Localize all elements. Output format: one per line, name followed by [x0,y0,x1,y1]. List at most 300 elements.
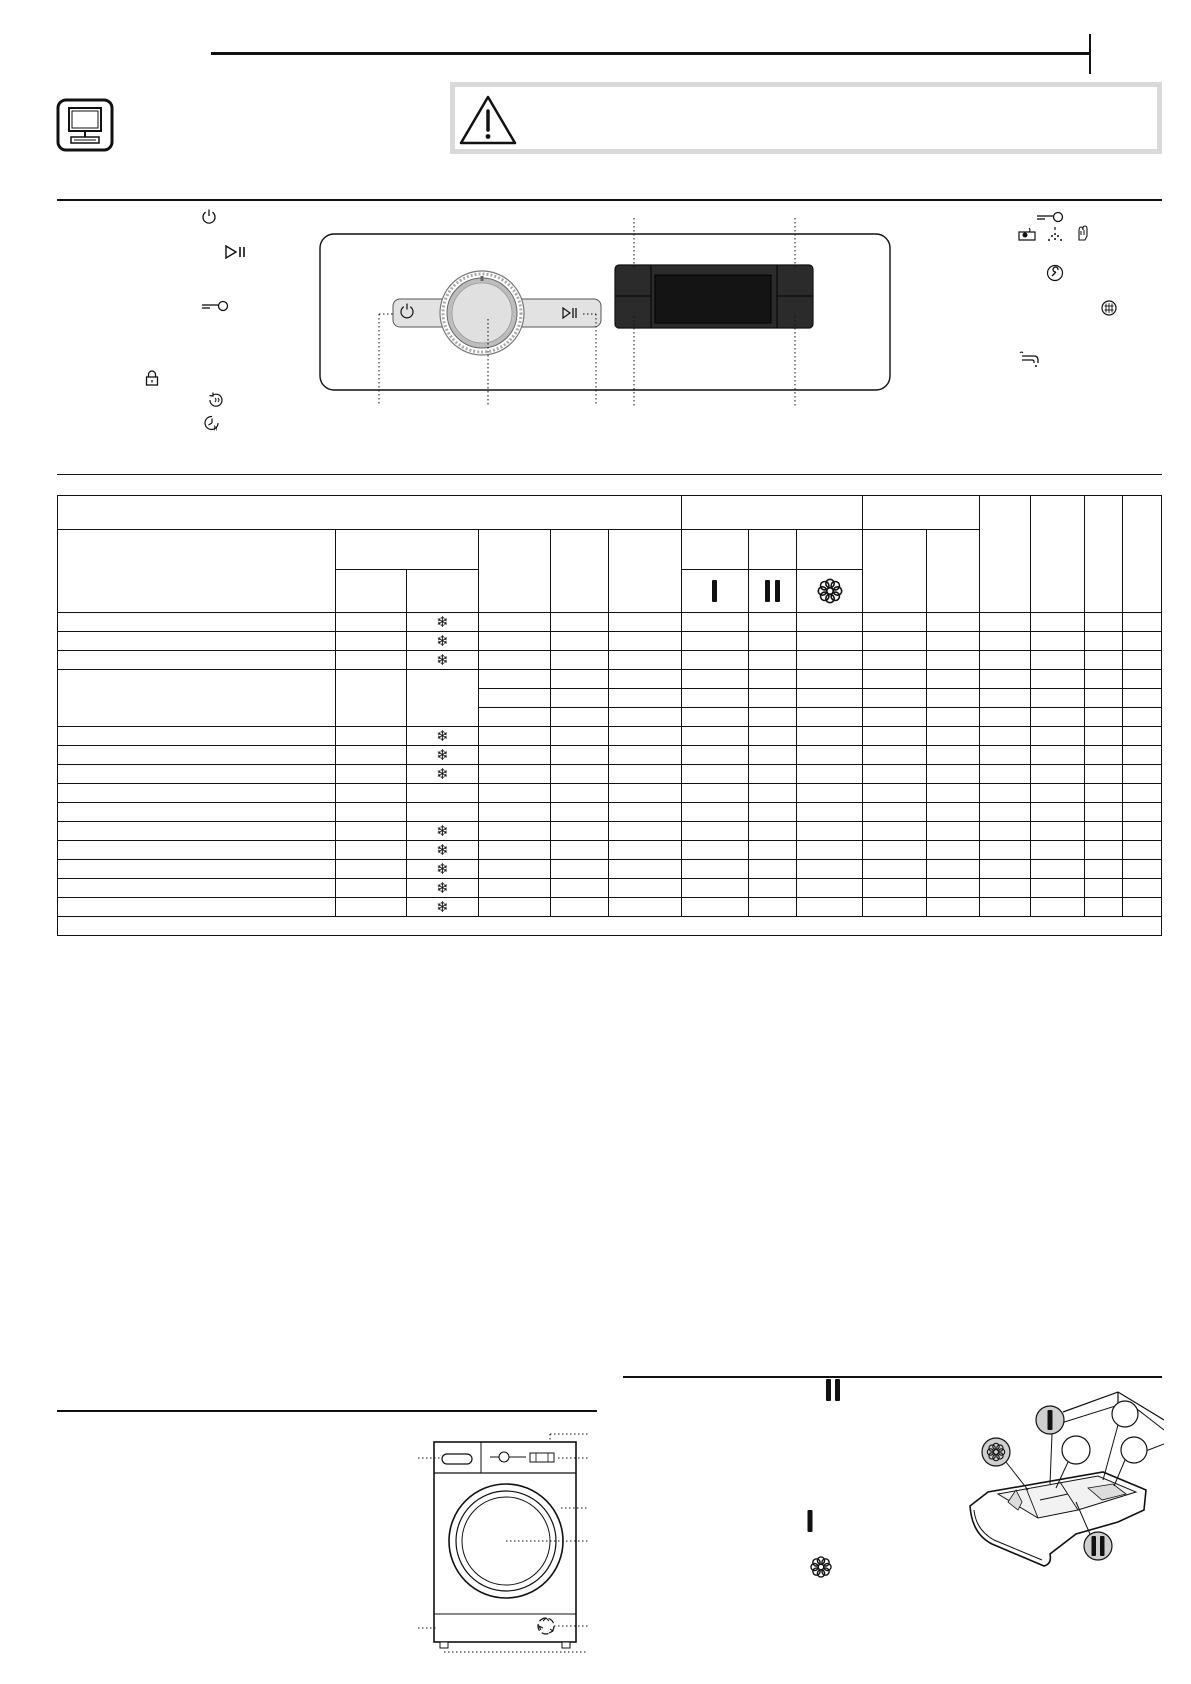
table-cell [1084,822,1122,841]
table-cell [748,860,796,879]
glove-icon [1075,224,1091,242]
table-row [58,746,1162,765]
table-header-col-4 [479,530,551,613]
table-cell [479,746,551,765]
table-row [58,670,1162,689]
table-header-col-10 [863,530,927,613]
table-cell [927,879,980,898]
table-cell [479,670,551,689]
table-cell [551,651,609,670]
flower-icon [816,577,844,605]
table-cell [1030,898,1084,917]
table-cell [748,689,796,708]
table-cell [1084,765,1122,784]
table-cell-snowflake: ❄ [406,727,478,746]
monitor-icon [56,98,114,152]
table-cell [980,651,1030,670]
table-cell [980,898,1030,917]
table-cell [1084,670,1122,689]
table-cell [479,632,551,651]
table-cell-snowflake: ❄ [406,765,478,784]
delay-clock-icon [203,414,221,432]
table-cell [1030,613,1084,632]
key-lock-icon [200,299,230,313]
table-cell [980,822,1030,841]
table-cell [980,670,1030,689]
table-cell [927,613,980,632]
table-cell [1122,632,1161,651]
table-cell-name [58,879,336,898]
table-cell [863,727,927,746]
table-cell [1122,727,1161,746]
table-cell-name [58,651,336,670]
table-cell [796,708,862,727]
table-cell [796,727,862,746]
table-cell [796,803,862,822]
table-cell [980,784,1030,803]
table-cell [479,860,551,879]
table-cell [980,841,1030,860]
table-row [58,765,1162,784]
table-cell [796,784,862,803]
table-cell [863,613,927,632]
table-cell [479,765,551,784]
table-cell [551,784,609,803]
table-cell [748,822,796,841]
table-cell-name [58,746,336,765]
program-table [57,495,1162,936]
table-cell [863,898,927,917]
table-cell-name [58,860,336,879]
table-row [58,727,1162,746]
table-header-softener-cell [796,530,862,570]
table-cell-snowflake: ❄ [406,651,478,670]
table-cell [1084,898,1122,917]
warning-box [450,82,1162,154]
table-cell [1030,765,1084,784]
table-cell [927,746,980,765]
table-cell [681,746,748,765]
table-cell [748,765,796,784]
table-header-mainwash-cell [748,530,796,570]
table-cell [609,803,681,822]
table-cell [1122,765,1161,784]
table-cell-name [58,765,336,784]
table-cell [1030,784,1084,803]
table-header-program [58,496,682,530]
table-row [58,841,1162,860]
table-cell [335,784,406,803]
table-cell [980,727,1030,746]
table-cell [1122,860,1161,879]
table-cell-name [58,841,336,860]
table-cell [1122,803,1161,822]
table-cell [796,898,862,917]
table-cell [1122,708,1161,727]
table-cell [1122,898,1161,917]
table-cell [1030,803,1084,822]
table-cell [479,613,551,632]
mainwash-ii-icon-large [825,1379,841,1401]
table-cell [681,632,748,651]
table-cell [551,898,609,917]
table-cell [1084,841,1122,860]
table-cell [681,727,748,746]
table-cell [796,841,862,860]
table-cell [863,822,927,841]
table-cell [1030,651,1084,670]
table-cell [681,784,748,803]
table-cell [479,689,551,708]
table-cell [335,632,406,651]
table-cell [1122,879,1161,898]
table-cell [927,632,980,651]
table-cell [863,708,927,727]
table-row [58,898,1162,917]
table-cell [681,898,748,917]
table-cell [748,879,796,898]
tap-water-icon [1018,350,1042,368]
table-cell [980,803,1030,822]
table-cell [335,898,406,917]
table-cell [681,613,748,632]
table-cell [1030,708,1084,727]
table-cell [1084,708,1122,727]
table-row [58,784,1162,803]
table-cell [551,670,609,689]
table-cell [479,879,551,898]
table-cell [609,746,681,765]
table-cell [927,708,980,727]
table-cell [1122,841,1161,860]
table-cell [551,860,609,879]
table-cell [748,632,796,651]
table-cell [927,860,980,879]
table-cell [863,841,927,860]
table-cell-name [58,803,336,822]
callout-softener [982,1438,1028,1490]
table-prewash-symbol-cell [681,570,748,613]
table-header-col-14 [1084,496,1122,613]
table-cell [748,898,796,917]
table-cell-snowflake: ❄ [406,860,478,879]
table-footer-cell [58,917,1162,936]
table-cell [796,746,862,765]
table-cell [335,670,406,727]
table-cell [748,708,796,727]
table-cell [796,822,862,841]
table-cell [748,803,796,822]
table-cell-snowflake: ❄ [406,841,478,860]
table-header-col-11 [927,530,980,613]
top-rule-tick [1089,34,1091,74]
table-cell [927,898,980,917]
table-cell [863,746,927,765]
table-cell [1030,689,1084,708]
table-cell [927,841,980,860]
table-cell [609,727,681,746]
table-cell [609,879,681,898]
table-cell [1084,860,1122,879]
table-cell [927,784,980,803]
table-cell [609,632,681,651]
table-cell [609,841,681,860]
service-wrench-icon [1046,264,1064,282]
table-cell [609,708,681,727]
table-cell [479,803,551,822]
table-row [58,613,1162,632]
prewash-i-icon-large [806,1510,814,1532]
table-cell [1122,651,1161,670]
table-cell [980,613,1030,632]
table-cell [1030,727,1084,746]
table-cell [681,803,748,822]
table-cell [609,822,681,841]
table-cell-snowflake: ❄ [406,898,478,917]
table-cell [551,746,609,765]
table-cell [796,689,862,708]
table-cell [335,765,406,784]
table-cell [1122,670,1161,689]
table-cell [1122,784,1161,803]
table-cell [551,632,609,651]
table-cell [1084,727,1122,746]
table-cell [681,841,748,860]
table-cell [1084,803,1122,822]
table-cell [1084,879,1122,898]
table-cell-name [58,898,336,917]
table-cell [863,651,927,670]
table-cell [927,803,980,822]
table-header-col-5 [551,530,609,613]
table-cell [551,689,609,708]
table-cell [796,879,862,898]
table-cell [796,632,862,651]
table-cell [479,784,551,803]
program-dial-icon [440,271,524,355]
basin-stain-icon [1017,226,1037,242]
table-cell [1030,670,1084,689]
table-header-group [863,496,980,530]
table-cell [551,613,609,632]
table-cell [927,689,980,708]
table-cell [863,632,927,651]
table-cell [551,879,609,898]
table-cell [551,727,609,746]
table-cell [980,689,1030,708]
table-cell [980,860,1030,879]
table-cell [681,822,748,841]
table-cell [479,727,551,746]
table-cell [479,898,551,917]
section-rule-table [57,474,1162,475]
display-screen-icon [615,265,813,328]
table-cell [927,727,980,746]
padlock-icon [145,370,159,386]
table-cell-name [58,784,336,803]
table-mainwash-symbol-cell [748,570,796,613]
table-cell [748,727,796,746]
table-cell [479,651,551,670]
table-cell [609,689,681,708]
table-header-col-12 [980,496,1030,613]
table-cell [748,784,796,803]
table-cell [927,822,980,841]
table-cell [681,708,748,727]
table-cell-snowflake: ❄ [406,632,478,651]
table-cell [1030,822,1084,841]
table-cell [1122,822,1161,841]
table-cell [980,632,1030,651]
start-pause-icon [224,244,248,260]
table-cell [1084,632,1122,651]
table-header-prewash-cell [681,530,748,570]
table-cell [609,613,681,632]
table-cell-name [58,670,336,727]
table-cell [796,765,862,784]
table-cell [1030,746,1084,765]
table-cell [609,784,681,803]
section-rule-dispenser [623,1376,1162,1378]
table-cell [335,803,406,822]
warning-triangle-icon [458,94,518,146]
table-cell [335,746,406,765]
table-cell-snowflake [406,784,478,803]
table-cell [748,841,796,860]
table-cell [335,860,406,879]
table-cell-name [58,632,336,651]
dispenser-drawer-drawing [968,1384,1164,1580]
table-cell [1030,841,1084,860]
table-cell-name [58,822,336,841]
table-cell [863,784,927,803]
table-cell [796,670,862,689]
section-rule-machine [57,1410,597,1412]
table-header-dispenser [681,496,862,530]
table-cell [335,822,406,841]
table-cell [681,651,748,670]
table-cell [335,727,406,746]
table-cell [796,651,862,670]
table-cell [335,841,406,860]
table-header-temp-b [406,570,478,613]
table-cell [479,841,551,860]
table-header-col-6 [609,530,681,613]
table-row [58,860,1162,879]
table-header-temp-a [335,570,406,613]
table-cell [609,670,681,689]
table-header-col-15 [1122,496,1161,613]
table-cell [1084,689,1122,708]
table-cell [980,765,1030,784]
top-rule [211,52,1089,55]
control-panel-drawing [315,218,900,408]
table-cell [980,708,1030,727]
table-cell [406,670,478,727]
table-footer-row [58,917,1162,936]
table-cell [681,670,748,689]
spray-icon [1046,226,1064,242]
table-softener-symbol-cell [796,570,862,613]
table-cell [927,651,980,670]
table-cell [980,879,1030,898]
table-cell [335,879,406,898]
key-lock-icon-right [1035,210,1065,224]
table-cell [1084,746,1122,765]
table-cell [927,670,980,689]
table-cell [1122,689,1161,708]
section-rule-panel [57,199,1162,201]
table-cell [863,670,927,689]
grid-icon [1101,300,1117,316]
table-cell [1030,879,1084,898]
table-row [58,803,1162,822]
table-cell [1084,613,1122,632]
table-cell [748,651,796,670]
table-header-temperature [335,530,478,570]
table-cell-name [58,727,336,746]
table-cell-name [58,613,336,632]
table-cell [927,765,980,784]
table-row [58,651,1162,670]
table-cell [1084,651,1122,670]
table-header-name [58,530,336,613]
table-cell [479,822,551,841]
table-cell [609,898,681,917]
table-cell-snowflake: ❄ [406,746,478,765]
table-cell-snowflake: ❄ [406,822,478,841]
table-header-col-13 [1030,496,1084,613]
callout-prewash [1036,1406,1064,1484]
table-cell [609,765,681,784]
flower-icon-large [809,1555,833,1579]
table-cell [1030,860,1084,879]
table-cell [609,651,681,670]
table-row [58,632,1162,651]
table-cell [1030,632,1084,651]
table-cell [796,860,862,879]
table-cell [681,879,748,898]
machine-front-drawing [418,1416,593,1656]
table-cell [681,860,748,879]
table-cell [863,765,927,784]
power-icon [201,208,217,224]
mainwash-ii-icon [765,580,770,602]
table-cell [863,879,927,898]
prewash-i-icon [712,580,717,602]
table-cell [681,765,748,784]
table-cell [796,613,862,632]
table-cell-snowflake: ❄ [406,613,478,632]
table-cell [681,689,748,708]
table-cell [980,746,1030,765]
table-row [58,879,1162,898]
table-cell [551,841,609,860]
table-cell [1084,784,1122,803]
table-cell [479,708,551,727]
svg-text:h: h [213,425,218,432]
table-cell [335,613,406,632]
table-cell [863,689,927,708]
table-cell [863,860,927,879]
table-cell [748,670,796,689]
table-cell [1122,613,1161,632]
table-cell-snowflake [406,803,478,822]
table-cell [551,803,609,822]
table-cell [551,822,609,841]
table-cell-snowflake: ❄ [406,879,478,898]
table-cell [748,613,796,632]
